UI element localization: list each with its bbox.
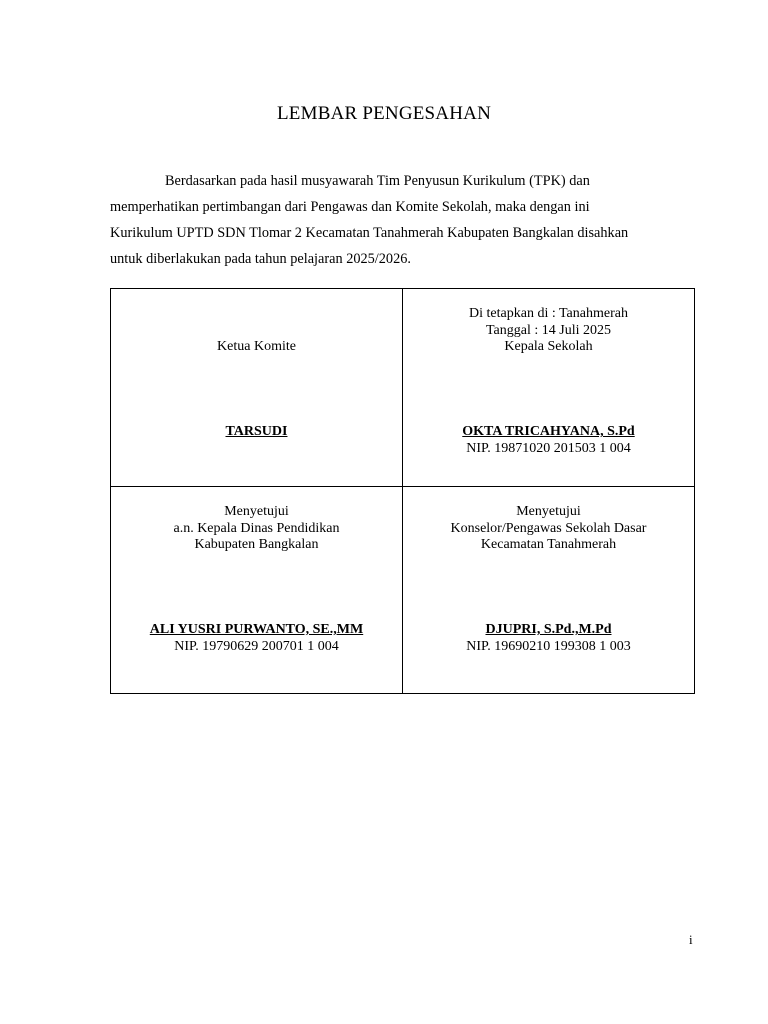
education-office-name: ALI YUSRI PURWANTO, SE.,MM xyxy=(149,622,364,637)
supervisor-signatory xyxy=(403,621,694,655)
education-office-signatory xyxy=(111,621,402,655)
paragraph-line: memperhatikan pertimbangan dari Pengawas dan Komite Sekolah, maka dengan ini xyxy=(110,199,590,215)
signature-table xyxy=(110,288,695,694)
signature-row xyxy=(111,289,695,487)
supervisor-name: DJUPRI, S.Pd.,M.Pd xyxy=(485,622,612,637)
committee-name: TARSUDI xyxy=(225,424,288,439)
page-number: i xyxy=(689,932,693,947)
body-paragraph xyxy=(110,168,695,272)
principal-role-line: Kepala Sekolah xyxy=(504,339,593,354)
supervisor-role-line: Menyetujui xyxy=(516,504,581,519)
committee-signature-cell xyxy=(111,289,403,487)
supervisor-role xyxy=(403,504,694,554)
principal-role xyxy=(403,306,694,356)
principal-name: OKTA TRICAHYANA, S.Pd xyxy=(462,424,635,439)
supervisor-nip: NIP. 19690210 199308 1 003 xyxy=(466,639,631,654)
education-office-role xyxy=(111,504,402,554)
paragraph-line: Kurikulum UPTD SDN Tlomar 2 Kecamatan Tanahmerah Kabupaten Bangkalan disahkan xyxy=(110,225,629,241)
signature-row xyxy=(111,487,695,694)
principal-nip: NIP. 19871020 201503 1 004 xyxy=(466,441,631,456)
education-office-role-line: Kabupaten Bangkalan xyxy=(194,537,319,552)
education-office-signature-cell xyxy=(111,487,403,694)
document-title: LEMBAR PENGESAHAN xyxy=(277,103,491,124)
principal-signatory xyxy=(403,423,694,457)
paragraph-line: Berdasarkan pada hasil musyawarah Tim Penyusun Kurikulum (TPK) dan xyxy=(165,173,590,189)
supervisor-role-line: Konselor/Pengawas Sekolah Dasar xyxy=(450,520,647,536)
supervisor-signature-cell xyxy=(403,487,695,694)
committee-role-line: Ketua Komite xyxy=(217,339,296,354)
committee-signatory xyxy=(111,423,402,440)
principal-role-line: Tanggal : 14 Juli 2025 xyxy=(485,322,611,338)
supervisor-role-line: Kecamatan Tanahmerah xyxy=(480,537,617,552)
education-office-role-line: a.n. Kepala Dinas Pendidikan xyxy=(173,520,340,536)
education-office-role-line: Menyetujui xyxy=(224,504,289,519)
principal-role-line: Di tetapkan di : Tanahmerah xyxy=(469,306,628,321)
education-office-nip: NIP. 19790629 200701 1 004 xyxy=(174,639,339,654)
principal-signature-cell xyxy=(403,289,695,487)
paragraph-line: untuk diberlakukan pada tahun pelajaran 2025/2026. xyxy=(110,251,411,267)
committee-role xyxy=(111,339,402,356)
